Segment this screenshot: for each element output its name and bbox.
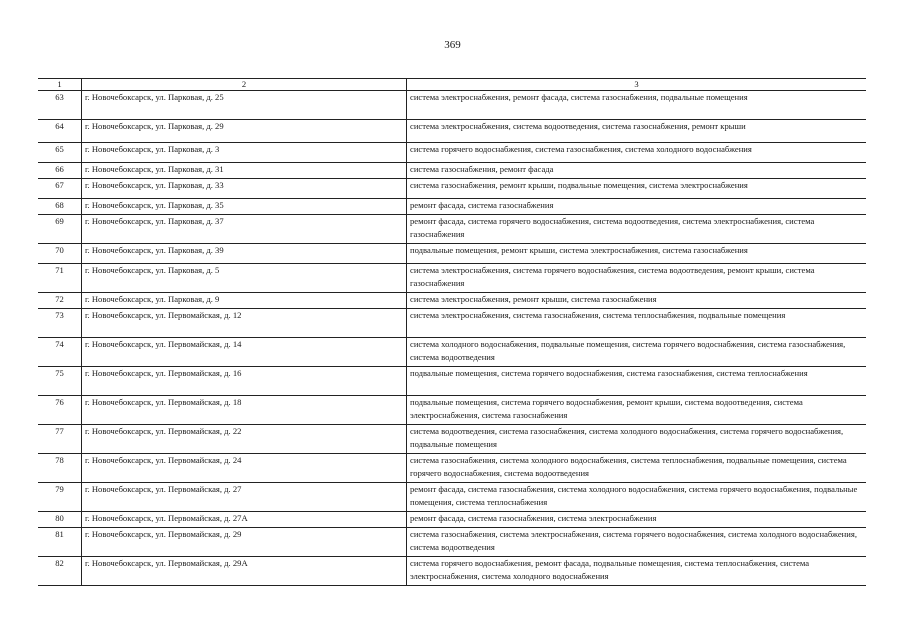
row-address: г. Новочебоксарск, ул. Первомайская, д. 27	[82, 483, 407, 512]
row-address: г. Новочебоксарск, ул. Парковая, д. 3	[82, 143, 407, 163]
column-header-systems: 3	[407, 79, 867, 91]
row-repair-systems: система горячего водоснабжения, система газоснабжения, система холодного водоснабжения	[407, 143, 867, 163]
table-row	[38, 120, 866, 143]
table-row	[38, 454, 866, 483]
table-row	[38, 215, 866, 244]
row-number: 65	[38, 143, 82, 163]
table-row	[38, 396, 866, 425]
column-header-address: 2	[82, 79, 407, 91]
row-number: 71	[38, 264, 82, 293]
row-number: 78	[38, 454, 82, 483]
row-address: г. Новочебоксарск, ул. Парковая, д. 31	[82, 163, 407, 179]
row-repair-systems: система электроснабжения, система горячего водоснабжения, система водоотведения, ремонт крыши, система газоснабжения	[407, 264, 867, 293]
row-address: г. Новочебоксарск, ул. Парковая, д. 35	[82, 199, 407, 215]
row-number: 67	[38, 179, 82, 199]
row-repair-systems: подвальные помещения, система горячего водоснабжения, ремонт крыши, система водоотведения, система электроснабжения, система газоснабжения	[407, 396, 867, 425]
row-address: г. Новочебоксарск, ул. Парковая, д. 37	[82, 215, 407, 244]
row-repair-systems: система электроснабжения, система газоснабжения, система теплоснабжения, подвальные помещения	[407, 309, 867, 338]
row-repair-systems: система газоснабжения, ремонт крыши, подвальные помещения, система электроснабжения	[407, 179, 867, 199]
table-row	[38, 512, 866, 528]
row-repair-systems: ремонт фасада, система газоснабжения	[407, 199, 867, 215]
row-address: г. Новочебоксарск, ул. Первомайская, д. 29А	[82, 557, 407, 586]
row-number: 64	[38, 120, 82, 143]
row-address: г. Новочебоксарск, ул. Парковая, д. 29	[82, 120, 407, 143]
table-row	[38, 293, 866, 309]
row-address: г. Новочебоксарск, ул. Первомайская, д. 14	[82, 338, 407, 367]
table-row	[38, 338, 866, 367]
row-number: 68	[38, 199, 82, 215]
row-number: 80	[38, 512, 82, 528]
row-repair-systems: система газоснабжения, система электроснабжения, система горячего водоснабжения, система холодного водоснабжения, система водоотведения	[407, 528, 867, 557]
table-body	[38, 91, 866, 586]
row-address: г. Новочебоксарск, ул. Первомайская, д. 22	[82, 425, 407, 454]
row-address: г. Новочебоксарск, ул. Первомайская, д. 29	[82, 528, 407, 557]
page-number: 369	[444, 39, 461, 51]
row-number: 75	[38, 367, 82, 396]
column-header-number: 1	[38, 79, 82, 91]
row-address: г. Новочебоксарск, ул. Парковая, д. 5	[82, 264, 407, 293]
table-row	[38, 557, 866, 586]
row-repair-systems: система электроснабжения, ремонт фасада, система газоснабжения, подвальные помещения	[407, 91, 867, 120]
row-address: г. Новочебоксарск, ул. Первомайская, д. 27А	[82, 512, 407, 528]
row-address: г. Новочебоксарск, ул. Первомайская, д. 12	[82, 309, 407, 338]
row-repair-systems: система газоснабжения, система холодного водоснабжения, система теплоснабжения, подвальные помещения, система горячего водоснабжения, система водоотведения	[407, 454, 867, 483]
row-number: 76	[38, 396, 82, 425]
row-repair-systems: подвальные помещения, ремонт крыши, система электроснабжения, система газоснабжения	[407, 244, 867, 264]
table-row	[38, 91, 866, 120]
row-number: 81	[38, 528, 82, 557]
row-number: 79	[38, 483, 82, 512]
table-row	[38, 528, 866, 557]
row-repair-systems: ремонт фасада, система газоснабжения, система электроснабжения	[407, 512, 867, 528]
row-repair-systems: подвальные помещения, система горячего водоснабжения, система газоснабжения, система теплоснабжения	[407, 367, 867, 396]
table-row	[38, 425, 866, 454]
row-repair-systems: система холодного водоснабжения, подвальные помещения, система горячего водоснабжения, система газоснабжения, система водоотведения	[407, 338, 867, 367]
row-address: г. Новочебоксарск, ул. Парковая, д. 25	[82, 91, 407, 120]
table-row	[38, 244, 866, 264]
row-repair-systems: ремонт фасада, система горячего водоснабжения, система водоотведения, система электроснабжения, система газоснабжения	[407, 215, 867, 244]
row-repair-systems: система газоснабжения, ремонт фасада	[407, 163, 867, 179]
row-number: 72	[38, 293, 82, 309]
row-number: 74	[38, 338, 82, 367]
row-repair-systems: ремонт фасада, система газоснабжения, система холодного водоснабжения, система горячего водоснабжения, подвальные помещения, система теплоснабжения	[407, 483, 867, 512]
row-number: 63	[38, 91, 82, 120]
row-address: г. Новочебоксарск, ул. Первомайская, д. 16	[82, 367, 407, 396]
row-address: г. Новочебоксарск, ул. Парковая, д. 39	[82, 244, 407, 264]
row-repair-systems: система водоотведения, система газоснабжения, система холодного водоснабжения, система горячего водоснабжения, подвальные помещения	[407, 425, 867, 454]
table-row	[38, 483, 866, 512]
table-row	[38, 143, 866, 163]
row-repair-systems: система электроснабжения, система водоотведения, система газоснабжения, ремонт крыши	[407, 120, 867, 143]
row-address: г. Новочебоксарск, ул. Парковая, д. 33	[82, 179, 407, 199]
row-address: г. Новочебоксарск, ул. Парковая, д. 9	[82, 293, 407, 309]
table-row	[38, 199, 866, 215]
table-row	[38, 309, 866, 338]
row-number: 70	[38, 244, 82, 264]
row-repair-systems: система электроснабжения, ремонт крыши, система газоснабжения	[407, 293, 867, 309]
table-header-row	[38, 79, 866, 91]
row-number: 82	[38, 557, 82, 586]
table-row	[38, 264, 866, 293]
row-repair-systems: система горячего водоснабжения, ремонт фасада, подвальные помещения, система теплоснабжения, система электроснабжения, система холодного водоснабжения	[407, 557, 867, 586]
row-number: 73	[38, 309, 82, 338]
row-number: 69	[38, 215, 82, 244]
row-address: г. Новочебоксарск, ул. Первомайская, д. 24	[82, 454, 407, 483]
table-row	[38, 163, 866, 179]
row-number: 77	[38, 425, 82, 454]
row-address: г. Новочебоксарск, ул. Первомайская, д. 18	[82, 396, 407, 425]
housing-registry-table	[38, 78, 866, 586]
row-number: 66	[38, 163, 82, 179]
table-row	[38, 179, 866, 199]
table-row	[38, 367, 866, 396]
